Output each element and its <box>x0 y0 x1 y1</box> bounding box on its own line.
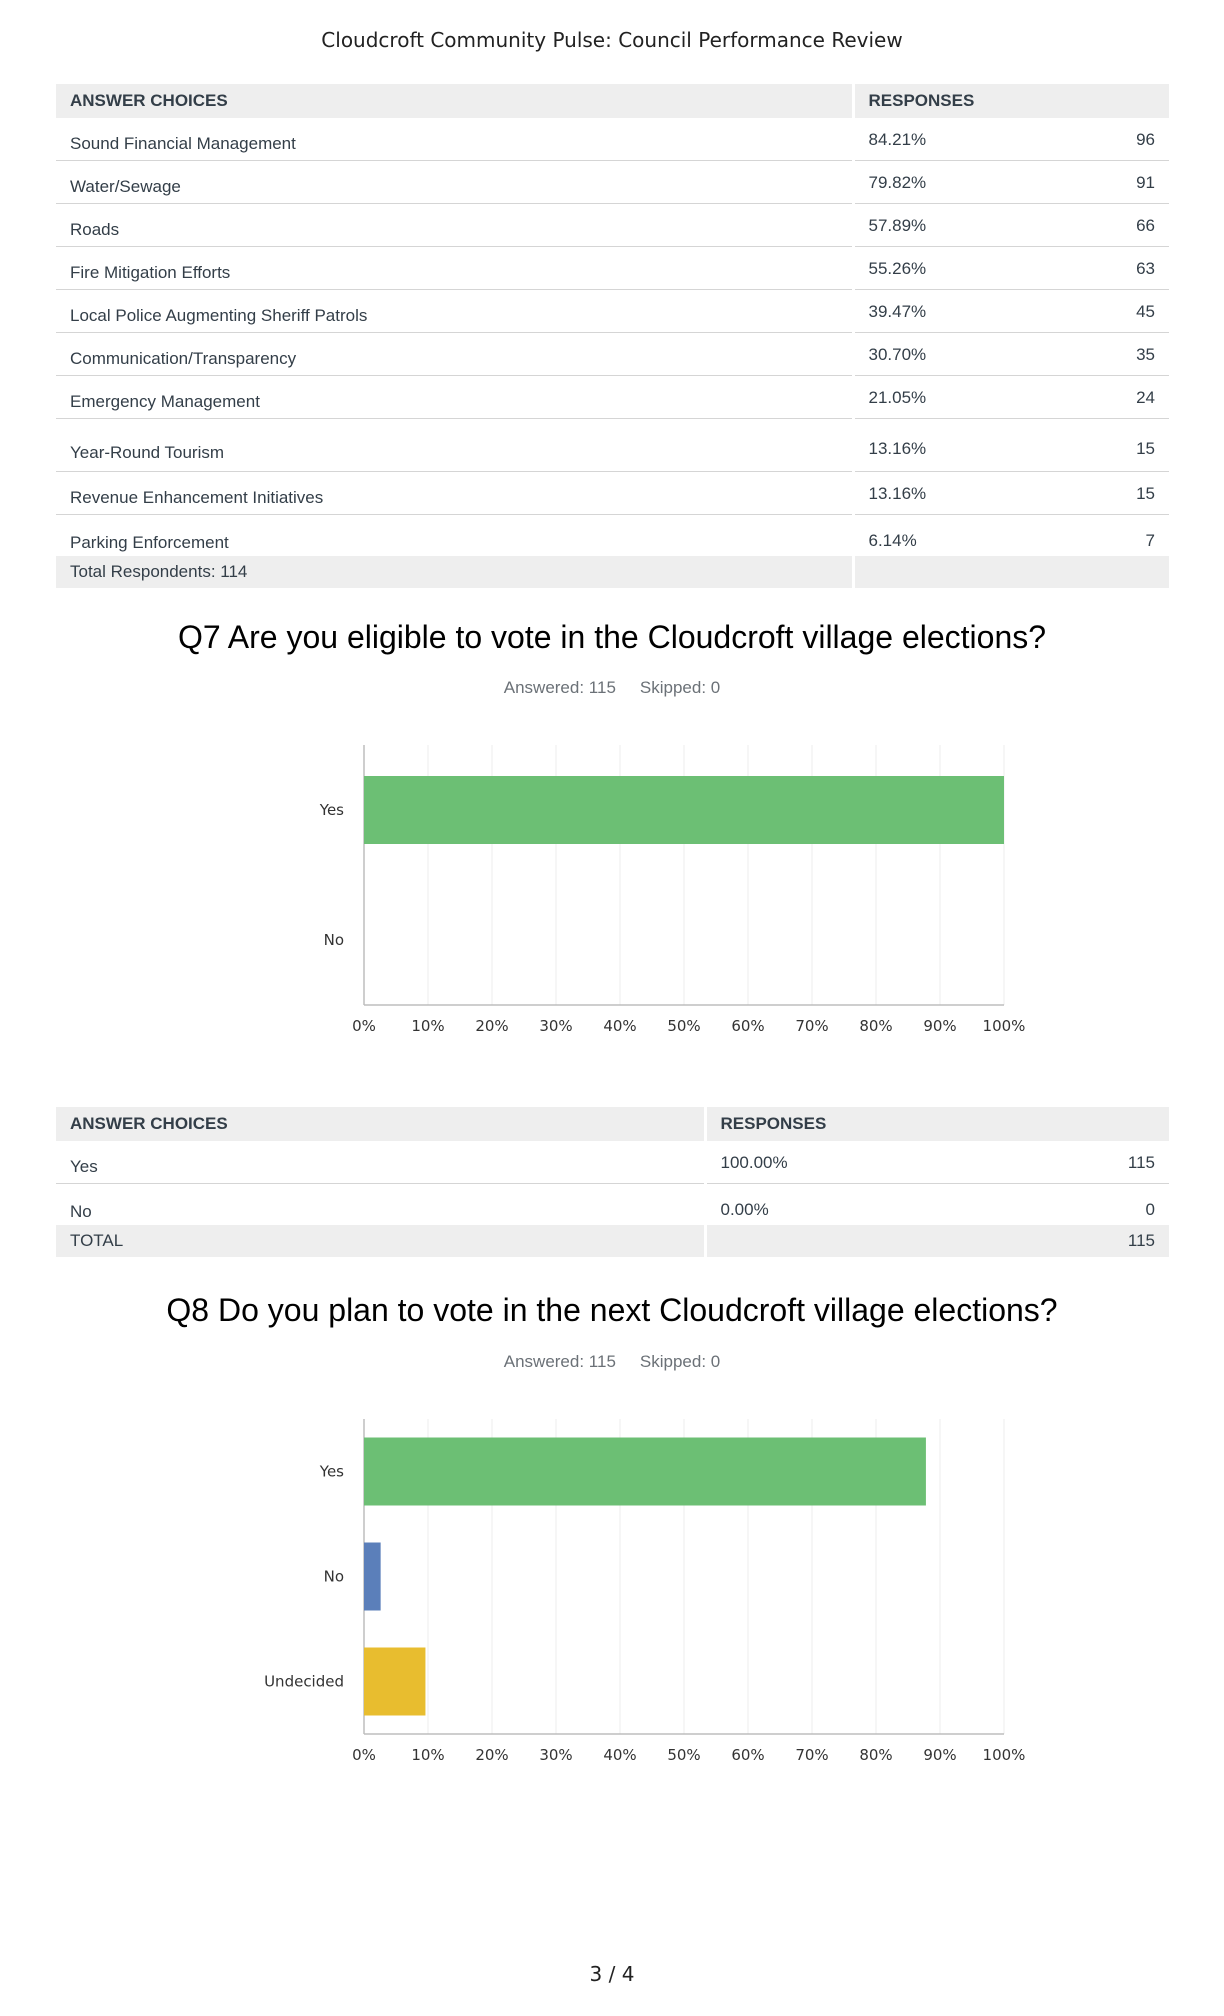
x-tick-label: 0% <box>352 1746 376 1764</box>
table-row <box>56 418 1169 471</box>
x-tick-label: 30% <box>539 1017 573 1035</box>
table-row <box>56 203 1169 246</box>
response-count: 0 <box>1145 1200 1155 1220</box>
response-percent: 0.00% <box>720 1200 769 1220</box>
response-count: 24 <box>1136 387 1155 407</box>
total-respondents: Total Respondents: 114 <box>56 556 853 588</box>
response-percent: 6.14% <box>868 531 917 551</box>
x-tick-label: 70% <box>795 1017 829 1035</box>
x-tick-label: 20% <box>475 1017 509 1035</box>
response-percent: 21.05% <box>868 387 927 407</box>
choice-label: Fire Mitigation Efforts <box>56 246 853 289</box>
response-count: 115 <box>1127 1153 1155 1172</box>
response-percent: 100.00% <box>720 1153 788 1172</box>
category-label: No <box>323 931 344 949</box>
choice-label: Year-Round Tourism <box>56 418 853 471</box>
response-count: 15 <box>1136 483 1155 503</box>
response-percent: 30.70% <box>868 344 927 364</box>
q7-stats <box>0 678 1224 698</box>
x-tick-label: 70% <box>795 1746 829 1764</box>
x-tick-label: 0% <box>352 1017 376 1035</box>
response-count: 35 <box>1136 344 1155 364</box>
choice-label: Communication/Transparency <box>56 332 853 375</box>
x-tick-label: 100% <box>982 1017 1026 1035</box>
x-tick-label: 30% <box>539 1746 573 1764</box>
table-row <box>56 246 1169 289</box>
category-label: Undecided <box>264 1672 344 1691</box>
q7-bar-chart <box>250 735 1050 1035</box>
table-row <box>56 118 1169 160</box>
q7-title: Q7 Are you eligible to vote in the Cloudcroft village elections? <box>177 619 1047 655</box>
x-tick-label: 80% <box>859 1017 893 1035</box>
table-row <box>56 514 1169 556</box>
col-responses: RESPONSES <box>853 84 1169 118</box>
total-count: 115 <box>705 1225 1169 1257</box>
skipped-count: Skipped: 0 <box>639 678 721 697</box>
response-percent: 13.16% <box>868 483 927 503</box>
x-tick-label: 100% <box>982 1746 1026 1764</box>
response-count: 66 <box>1136 215 1155 235</box>
total-row <box>56 556 1169 588</box>
category-label: Yes <box>319 1462 344 1481</box>
bar-no <box>364 1543 381 1611</box>
response-percent: 13.16% <box>868 438 927 458</box>
choice-label: Emergency Management <box>56 375 853 418</box>
q8-title: Q8 Do you plan to vote in the next Cloudcroft village elections? <box>166 1292 1058 1328</box>
answered-count: Answered: 115 <box>503 1352 616 1371</box>
table-row <box>56 1183 1169 1225</box>
table-row <box>56 471 1169 514</box>
table-row <box>56 375 1169 418</box>
table-row <box>56 289 1169 332</box>
col-answer-choices: ANSWER CHOICES <box>56 84 853 118</box>
q8-stats <box>0 1352 1224 1372</box>
response-percent: 39.47% <box>868 301 927 321</box>
choice-label: Sound Financial Management <box>56 118 853 160</box>
document-title: Cloudcroft Community Pulse: Council Performance Review <box>321 28 903 52</box>
x-tick-label: 50% <box>667 1017 701 1035</box>
total-row <box>56 1225 1169 1257</box>
q8-bar-chart <box>250 1413 1050 1773</box>
category-label: Yes <box>319 801 344 819</box>
answered-count: Answered: 115 <box>503 678 616 697</box>
response-percent: 57.89% <box>868 215 927 235</box>
total-label: TOTAL <box>56 1225 705 1257</box>
x-tick-label: 80% <box>859 1746 893 1764</box>
x-tick-label: 20% <box>475 1746 509 1764</box>
choice-label: Roads <box>56 203 853 246</box>
choice-label: Water/Sewage <box>56 160 853 203</box>
x-tick-label: 50% <box>667 1746 701 1764</box>
choice-label: Revenue Enhancement Initiatives <box>56 471 853 514</box>
response-count: 91 <box>1136 172 1155 192</box>
x-tick-label: 60% <box>731 1017 765 1035</box>
x-tick-label: 90% <box>923 1017 957 1035</box>
table-row <box>56 332 1169 375</box>
response-percent: 84.21% <box>868 130 927 149</box>
choice-label: Local Police Augmenting Sheriff Patrols <box>56 289 853 332</box>
x-tick-label: 40% <box>603 1746 637 1764</box>
q7-results-table <box>56 1107 1169 1257</box>
x-tick-label: 40% <box>603 1017 637 1035</box>
col-responses: RESPONSES <box>705 1107 1169 1141</box>
col-answer-choices: ANSWER CHOICES <box>56 1107 705 1141</box>
response-count: 7 <box>1145 531 1155 551</box>
response-count: 96 <box>1136 130 1155 149</box>
category-label: No <box>323 1567 344 1586</box>
response-count: 45 <box>1136 301 1155 321</box>
x-tick-label: 90% <box>923 1746 957 1764</box>
response-percent: 55.26% <box>868 258 927 278</box>
q6-results-table <box>56 84 1169 588</box>
x-tick-label: 10% <box>411 1746 445 1764</box>
bar-yes <box>364 776 1004 844</box>
table-row <box>56 1141 1169 1183</box>
table-row <box>56 160 1169 203</box>
response-count: 63 <box>1136 258 1155 278</box>
response-percent: 79.82% <box>868 172 927 192</box>
page-number: 3 / 4 <box>589 1962 635 1986</box>
choice-label: Yes <box>56 1141 705 1183</box>
x-tick-label: 60% <box>731 1746 765 1764</box>
bar-undecided <box>364 1648 425 1716</box>
response-count: 15 <box>1136 438 1155 458</box>
x-tick-label: 10% <box>411 1017 445 1035</box>
choice-label: Parking Enforcement <box>56 514 853 556</box>
choice-label: No <box>56 1183 705 1225</box>
bar-yes <box>364 1438 926 1506</box>
skipped-count: Skipped: 0 <box>639 1352 721 1371</box>
